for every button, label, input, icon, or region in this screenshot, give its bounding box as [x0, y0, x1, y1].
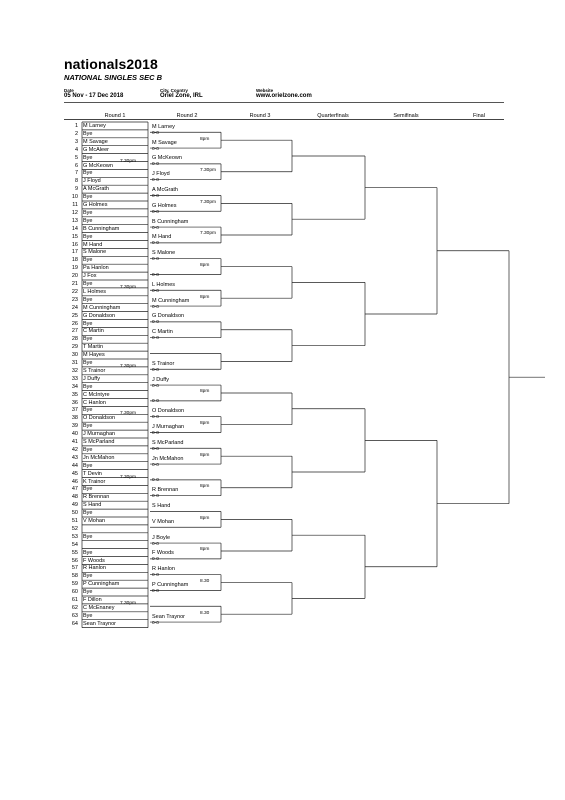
player-name: B Cunningham: [152, 218, 189, 225]
seed-number: 4: [74, 146, 78, 153]
player-name: J Murnaghan: [83, 431, 116, 438]
seed-number: 37: [71, 407, 78, 414]
match-score: 0-0: [152, 367, 159, 373]
match-time: 7.30pm: [120, 284, 136, 290]
player-name: M Hayes: [83, 352, 105, 359]
match-score: 0-0: [152, 430, 159, 436]
seed-number: 27: [71, 328, 78, 335]
player-name: Bye: [83, 573, 93, 580]
seed-number: 30: [71, 352, 78, 359]
player-name: M Savage: [152, 139, 177, 146]
seed-number: 61: [71, 597, 78, 603]
player-name: G McKeown: [152, 155, 182, 162]
seed-number: 1: [74, 123, 78, 129]
seed-number: 12: [71, 209, 78, 216]
match-time: 7.30pm: [120, 363, 136, 369]
round-header-sf: Semifinals: [393, 113, 419, 119]
page-title: nationals2018: [64, 56, 158, 72]
match-score: 0-0: [152, 209, 159, 215]
match-time: 8pm: [200, 136, 210, 142]
player-name: J Boyle: [152, 534, 171, 541]
round-header-qf: Quarterfinals: [317, 113, 349, 119]
website-value[interactable]: www.orielzone.com: [256, 93, 312, 99]
player-name: C Martin: [83, 328, 104, 335]
seed-number: 34: [71, 383, 78, 390]
seed-number: 14: [71, 225, 78, 232]
seed-number: 6: [74, 162, 78, 169]
seed-number: 18: [71, 257, 78, 264]
seed-number: 11: [72, 202, 78, 208]
seed-number: 57: [71, 565, 78, 572]
player-name: P Cunningham: [152, 581, 189, 588]
seed-number: 38: [71, 415, 78, 422]
match-score: 0-0: [152, 162, 159, 168]
player-name: G Holmes: [83, 202, 108, 208]
match-time: 8pm: [200, 452, 210, 458]
player-name: Bye: [83, 510, 93, 517]
seed-number: 43: [71, 454, 78, 461]
player-name: Bye: [83, 533, 93, 540]
player-name: Bye: [83, 423, 93, 430]
player-name: Bye: [83, 320, 93, 327]
match-score: 0-0: [152, 588, 159, 594]
player-name: S McParland: [152, 439, 184, 446]
player-name: R Brennan: [83, 494, 110, 501]
player-name: Bye: [83, 233, 93, 240]
player-name: Bye: [83, 589, 93, 596]
seed-number: 8: [74, 178, 78, 185]
seed-number: 54: [71, 541, 78, 548]
player-name: Bye: [83, 154, 93, 161]
player-name: Bye: [83, 130, 93, 137]
player-name: C Hanlon: [83, 399, 106, 406]
seed-number: 62: [71, 604, 78, 611]
player-name: S Hand: [152, 502, 171, 509]
player-name: Bye: [83, 549, 93, 556]
seed-number: 24: [71, 304, 78, 311]
match-score: 0-0: [152, 478, 159, 484]
seed-number: 5: [74, 154, 78, 161]
player-name: J Fox: [83, 273, 97, 280]
player-name: Bye: [83, 462, 93, 469]
seed-number: 20: [71, 273, 78, 280]
player-name: F Woods: [83, 557, 105, 564]
player-name: S Malone: [152, 250, 176, 257]
match-time: 8.30: [200, 610, 210, 616]
player-name: S Malone: [83, 249, 107, 256]
seed-number: 13: [71, 217, 78, 224]
player-name: Bye: [83, 257, 93, 264]
player-name: V Mohan: [152, 518, 175, 525]
match-time: 7.30pm: [200, 168, 216, 174]
match-score: 0-0: [152, 320, 159, 326]
player-name: L Holmes: [152, 281, 176, 288]
seed-number: 16: [71, 241, 78, 248]
seed-number: 3: [74, 138, 78, 145]
player-name: Bye: [83, 209, 93, 216]
seed-number: 26: [71, 320, 78, 327]
player-name: Bye: [83, 383, 93, 390]
player-name: Bye: [83, 360, 93, 366]
player-name: C McEnaney: [83, 604, 115, 611]
seed-number: 2: [74, 130, 78, 137]
match-time: 7.30pm: [120, 411, 136, 417]
player-name: L Holmes: [83, 288, 107, 295]
player-name: Sean Traynor: [83, 620, 117, 627]
match-score: 0-0: [152, 225, 159, 231]
seed-number: 58: [71, 573, 78, 580]
match-score: 0-0: [152, 178, 159, 184]
player-name: T Devin: [83, 470, 102, 477]
player-name: Bye: [83, 336, 93, 343]
player-name: P Cunningham: [83, 581, 120, 588]
match-time: 7.30pm: [200, 199, 216, 205]
seed-number: 7: [74, 170, 78, 177]
seed-number: 56: [71, 557, 78, 564]
player-name: C McIntyre: [83, 391, 110, 398]
round-header-final: Final: [473, 113, 485, 119]
match-time: 7.30pm: [120, 158, 136, 164]
player-name: Jn McMahon: [83, 454, 115, 461]
match-score: 0-0: [152, 494, 159, 500]
match-score: 0-0: [152, 304, 159, 310]
match-time: 8pm: [200, 484, 210, 490]
player-name: S Hand: [83, 502, 102, 509]
player-name: R Hanlon: [83, 565, 106, 572]
page-subtitle: NATIONAL SINGLES SEC B: [64, 73, 163, 82]
seed-number: 53: [71, 533, 78, 540]
seed-number: 46: [71, 478, 78, 485]
seed-number: 60: [71, 589, 78, 596]
player-name: M Hand: [83, 241, 103, 248]
seed-number: 36: [71, 399, 78, 406]
match-score: 0-0: [152, 415, 159, 421]
player-name: F Woods: [152, 550, 174, 557]
player-name: Pa Hanlon: [83, 265, 109, 272]
seed-number: 47: [71, 486, 78, 493]
match-score: 0-0: [152, 446, 159, 452]
seed-number: 28: [71, 336, 78, 343]
match-time: 8pm: [200, 294, 210, 300]
seed-number: 21: [71, 281, 78, 287]
seed-number: 19: [71, 265, 78, 272]
match-score: 0-0: [152, 573, 159, 579]
seed-number: 44: [71, 462, 78, 469]
seed-number: 49: [71, 502, 78, 509]
player-name: K Trainor: [83, 478, 106, 485]
round-header-3: Round 3: [249, 113, 271, 119]
player-name: M Savage: [83, 138, 108, 145]
player-name: Bye: [83, 407, 93, 414]
seed-number: 63: [71, 612, 78, 619]
player-name: S McParland: [83, 439, 115, 445]
player-name: J Murnaghan: [152, 423, 185, 430]
player-name: S Trainor: [83, 367, 106, 374]
seed-number: 39: [71, 423, 78, 430]
seed-number: 52: [71, 525, 78, 532]
seed-number: 64: [71, 620, 78, 627]
player-name: F Dillon: [83, 597, 102, 603]
match-score: 0-0: [152, 541, 159, 547]
seed-number: 31: [71, 360, 78, 366]
seed-number: 51: [71, 518, 78, 524]
player-name: M Cunningham: [83, 304, 121, 311]
player-name: A McGrath: [152, 186, 178, 193]
match-time: 7.30pm: [200, 231, 216, 237]
match-score: 0-0: [152, 146, 159, 152]
seed-number: 32: [71, 367, 78, 374]
player-name: G McAleer: [83, 146, 109, 153]
seed-number: 17: [71, 249, 78, 256]
seed-number: 25: [71, 312, 78, 319]
player-name: Jn McMahon: [152, 455, 184, 462]
player-name: J Duffy: [83, 375, 101, 382]
seed-number: 10: [71, 194, 78, 201]
match-score: 0-0: [152, 620, 159, 626]
match-score: 0-0: [152, 383, 159, 389]
seed-number: 9: [74, 186, 78, 193]
match-score: 0-0: [152, 241, 159, 247]
seed-number: 42: [71, 446, 78, 453]
seed-number: 22: [71, 288, 78, 295]
player-name: Bye: [83, 281, 93, 287]
seed-number: 15: [71, 233, 78, 240]
seed-number: 55: [71, 549, 78, 556]
match-score: 0-0: [152, 257, 159, 263]
player-name: B Cunningham: [83, 225, 120, 232]
player-name: G Donaldson: [83, 312, 116, 319]
player-name: J Duffy: [152, 376, 170, 383]
location-label: City, Country: [160, 88, 188, 93]
match-time: 8pm: [200, 389, 210, 395]
round-header-2: Round 2: [176, 113, 198, 119]
player-name: G Holmes: [152, 202, 177, 209]
player-name: Bye: [83, 170, 93, 177]
match-time: 7.30pm: [120, 600, 136, 606]
player-name: M Larney: [152, 123, 175, 130]
match-score: 0-0: [152, 288, 159, 294]
player-name: M Cunningham: [152, 297, 190, 304]
player-name: O Donaldson: [83, 415, 116, 422]
location-value: Oriel Zone, IRL: [160, 93, 203, 99]
player-name: V Mohan: [83, 518, 106, 524]
match-score: 0-0: [152, 272, 159, 278]
player-name: Bye: [83, 612, 93, 619]
player-name: R Brennan: [152, 487, 179, 494]
match-time: 8.30: [200, 579, 210, 584]
player-name: G Donaldson: [152, 313, 185, 320]
seed-number: 40: [71, 431, 78, 438]
website-label: Website: [256, 88, 274, 93]
player-name: R Hanlon: [152, 566, 175, 573]
match-score: 0-0: [152, 130, 159, 136]
match-score: 0-0: [152, 336, 159, 342]
player-name: J Floyd: [152, 171, 170, 178]
match-time: 8pm: [200, 421, 210, 426]
seed-number: 33: [71, 375, 78, 382]
player-name: Bye: [83, 194, 93, 201]
match-time: 8pm: [200, 515, 210, 521]
player-name: J Floyd: [83, 178, 101, 185]
player-name: G McKeown: [83, 162, 113, 169]
player-name: Sean Traynor: [152, 613, 186, 620]
match-time: 8pm: [200, 263, 210, 268]
player-name: A McGrath: [83, 186, 109, 193]
seed-number: 45: [71, 470, 78, 477]
seed-number: 59: [71, 581, 78, 588]
player-name: S Trainor: [152, 360, 175, 367]
seed-number: 29: [71, 344, 78, 351]
player-name: Bye: [83, 446, 93, 453]
player-name: C Martin: [152, 329, 173, 336]
player-name: O Donaldson: [152, 408, 185, 415]
match-time: 8pm: [200, 547, 210, 553]
round-header-1: Round 1: [104, 113, 126, 119]
match-score: 0-0: [152, 462, 159, 468]
player-name: T Martin: [83, 344, 104, 351]
seed-number: 48: [71, 494, 78, 501]
player-name: M Larney: [83, 123, 106, 129]
player-name: Bye: [83, 217, 93, 224]
match-score: 0-0: [152, 193, 159, 199]
seed-number: 50: [71, 510, 78, 517]
date-label: Date: [64, 88, 74, 93]
seed-number: 35: [71, 391, 78, 398]
seed-number: 41: [71, 439, 78, 445]
player-name: Bye: [83, 296, 93, 303]
date-value: 05 Nov - 17 Dec 2018: [64, 93, 124, 99]
match-time: 7.30pm: [120, 474, 136, 480]
seed-number: 23: [71, 296, 78, 303]
player-name: Bye: [83, 486, 93, 493]
match-score: 0-0: [152, 399, 159, 405]
player-name: M Hand: [152, 234, 172, 241]
match-score: 0-0: [152, 557, 159, 563]
